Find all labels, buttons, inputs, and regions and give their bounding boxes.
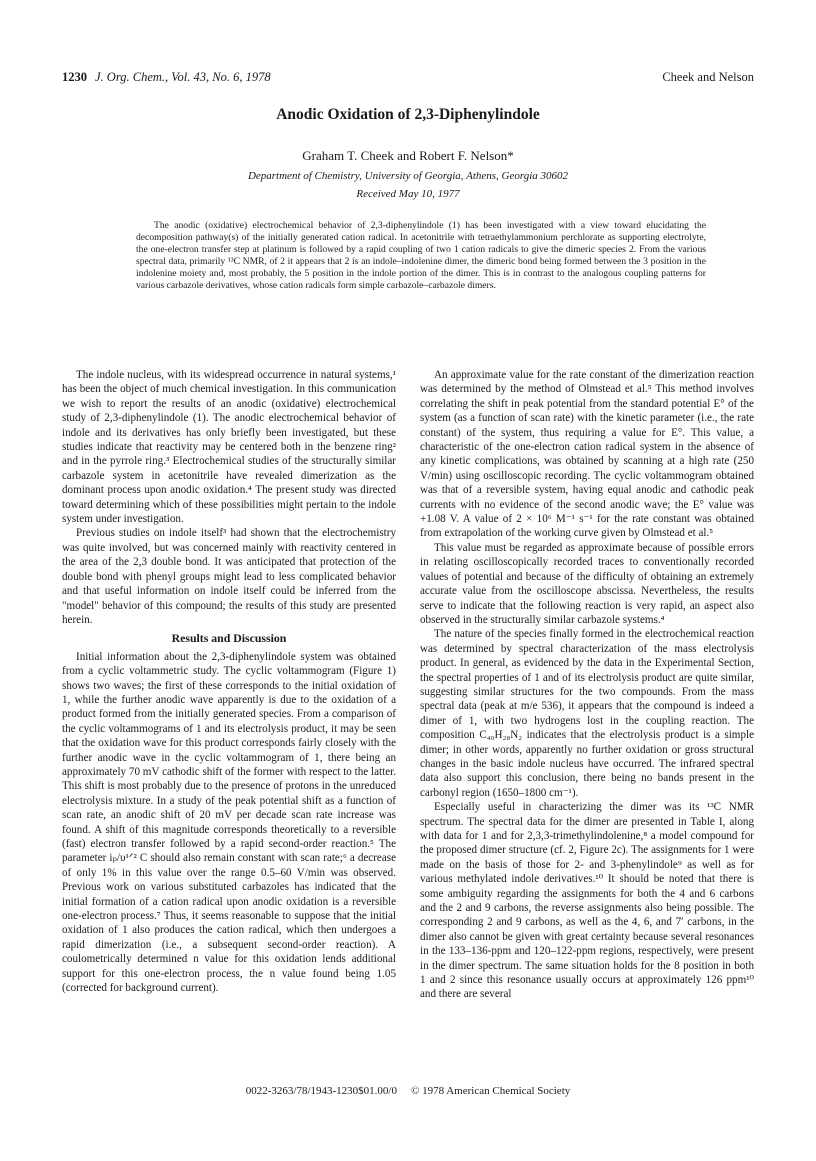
header-left <box>62 70 271 85</box>
author-affiliation: Department of Chemistry, University of Georgia, Athens, Georgia 30602 <box>247 170 569 182</box>
paragraph: Especially useful in characterizing the dimer was its ¹³C NMR spectrum. The spectral data for the dimer are presented in Table I, along with data for 1 and for 2,3,3-trimethylindolenine,⁸ a model compound for the proposed dimer structure (cf. 2, Figure 2c). The assignments for 1 were made on the basis of those for 2- and 3-phenylindole⁹ as well as for various methylated indole derivatives.¹⁰ It should be noted that there is some ambiguity regarding the assignments for both the 4 and 6 carbons and the 2 and 9 carbons, the reverse assignments also being possible. The corresponding 2 and 9 carbons, as well as the 4, 6, and 7′ carbons, in the dimer also cannot be given with great certainty because several resonances in the 133–136-ppm and 120–122-ppm regions, respectively, were present in the dimer spectrum. The same situation holds for the 8 position in both 1 and 2 since this resonance usually occurs at approximately 126 ppm¹⁰ and there are several <box>420 801 754 1001</box>
page-number: 1230 <box>62 70 87 84</box>
paragraph: Initial information about the 2,3-diphenylindole system was obtained from a cyclic voltammetric study. The cyclic voltammogram (Figure 1) shows two waves; the first of these corresponds to the initial oxidation of 1, while the further anodic wave apparently is due to the oxidation of a product formed from the initially generated species. From a comparison of the cyclic voltammograms of 1 and its electrolysis product, it may be seen that the oxidation wave for this product corresponds fairly closely with the further anodic wave in the cyclic voltammogram of 1, there being an approximately 70 mV cathodic shift of the former with respect to the latter. This shift is most probably due to the presence of protons in the unreduced electrolysis mixture. In a study of the peak potential shift as a function of scan rate, an anodic shift of 20 mV per decade scan rate increase was found. A shift of this magnitude corresponds theoretically to a reversible (fast) electron transfer followed by a rapid second-order reaction.⁵ The parameter iₚ/υ¹ᐟ² C should also remain constant with scan rate;⁶ a decrease of only 1% in this value over the range 0.5–60 V/min was observed. Previous work on various substituted carbazoles has indicated that the initial formation of a cation radical upon anodic oxidation is a reversible one-electron process.⁷ Thus, it seems reasonable to suppose that the initial oxidation of 1 also produces the cation radical, which then undergoes a rapid dimerization (i.e., a subsequent second-order reaction). A coulometrically determined n value for this oxidation lends additional support for this one-electron process, the n value found being 1.05 (corrected for background current). <box>62 650 396 995</box>
abstract-text: The anodic (oxidative) electrochemical behavior of 2,3-diphenylindole (1) has been investigated with a view toward elucidating the decomposition pathway(s) of the initially generated cation radical. In acetonitrile with tetraethylammonium perchlorate as supporting electrolyte, the one-electron transfer step at platinum is followed by a rapid coupling of two 1 cation radicals to give the dimeric species 2. From the various spectral data, primarily ¹³C NMR, of 2 it appears that 2 is an indole–indolenine dimer, the dimeric bond being formed between the 3 position in the indolenine moiety and, most probably, the 5 position in the indole portion of the dimer. This is in contrast to the analogous coupling patterns for various carbazole derivatives, whose cation radicals form simple carbazole–carbazole dimers. <box>136 220 706 292</box>
right-column <box>420 368 754 1002</box>
paragraph: The nature of the species finally formed in the electrochemical reaction was determined by spectral characterization of the mass electrolysis product. In general, as evidenced by the data in the Experimental Section, the spectral properties of 1 and of its electrolysis product are quite similar, suggesting similar structures for the two compounds. From the mass spectral data (peak at m/e 536), it appears that the compound is indeed a dimer of 1, with two hydrogens lost in the coupling reaction. The composition C₄₀H₂₈N₂ indicates that the electrolysis product is a simple dimer; in other words, apparently no further oxidation or gross structural changes in the basic indole nucleus have occurred. The infrared spectral data also support this conclusion, there being no bands present in the carbonyl region (1650–1800 cm⁻¹). <box>420 628 754 799</box>
left-column <box>62 368 396 995</box>
paragraph: Previous studies on indole itself³ had shown that the electrochemistry was quite involved, but was concerned mainly with reactivity centered in the area of the 2,3 double bond. It was anticipated that protection of the double bond with phenyl groups might lead to less complicated behavior and that useful information on indole itself could be inferred from the "model" behavior of this compound; the results of this study are presented herein. <box>62 527 396 626</box>
received-date: Received May 10, 1977 <box>356 188 460 200</box>
page-footer <box>0 1085 816 1097</box>
paragraph: The indole nucleus, with its widespread occurrence in natural systems,¹ has been the object of much chemical investigation. In this communication we wish to report the results of an anodic (oxidative) electrochemical study of 2,3-diphenylindole (1). The anodic electrochemical behavior of indole and its derivatives has only briefly been investigated, but these studies indicate that reactivity may be centered both in the benzene ring² and in the pyrrole ring.³ Electrochemical studies of the structurally similar carbazole system in acetonitrile have revealed dimerization as the dominant process upon anodic oxidation.⁴ The present study was directed toward determining which of these possibilities might pertain to the indole system under investigation. <box>62 369 396 526</box>
paragraph: This value must be regarded as approximate because of possible errors in relating oscilloscopically recorded traces to conventionally recorded values of potential and because of the difficulty of obtaining an extremely accurate value from the oscilloscope abscissa. Nevertheless, the results serve to indicate that the following reaction is very rapid, an aspect also observed in the structurally similar carbazole systems.⁴ <box>420 541 754 626</box>
running-head-authors: Cheek and Nelson <box>662 70 754 84</box>
journal-reference: J. Org. Chem., Vol. 43, No. 6, 1978 <box>95 70 271 84</box>
section-heading: Results and Discussion <box>171 631 287 646</box>
abstract <box>136 220 706 293</box>
publication-code: 0022-3263/78/1943-1230$01.00/0 <box>245 1085 397 1097</box>
copyright-notice: © 1978 American Chemical Society <box>410 1085 571 1097</box>
article-title: Anodic Oxidation of 2,3-Diphenylindole <box>276 106 540 123</box>
running-header <box>62 70 754 88</box>
paragraph: An approximate value for the rate constant of the dimerization reaction was determined by the method of Olmstead et al.⁵ This method involves correlating the shift in peak potential from the standard potential E° of the system (as a function of scan rate) with the kinetic parameter (i.e., the rate constant) of the system, thus requiring a value for E°. This value, a characteristic of the one-electron cation radical system in the absence of any kinetic complications, was obtained by scanning at a high rate (250 V/min) using oscilloscopic recording. The cyclic voltammogram obtained was that of a reversible system, having equal anodic and cathodic peak currents with no evidence of the second anodic wave; the E° value was +1.08 V. A value of 2 × 10⁶ M⁻¹ s⁻¹ for the rate constant was obtained from extrapolation of the working curve given by Olmstead et al.⁵ <box>420 369 754 540</box>
article-authors: Graham T. Cheek and Robert F. Nelson* <box>302 148 514 163</box>
